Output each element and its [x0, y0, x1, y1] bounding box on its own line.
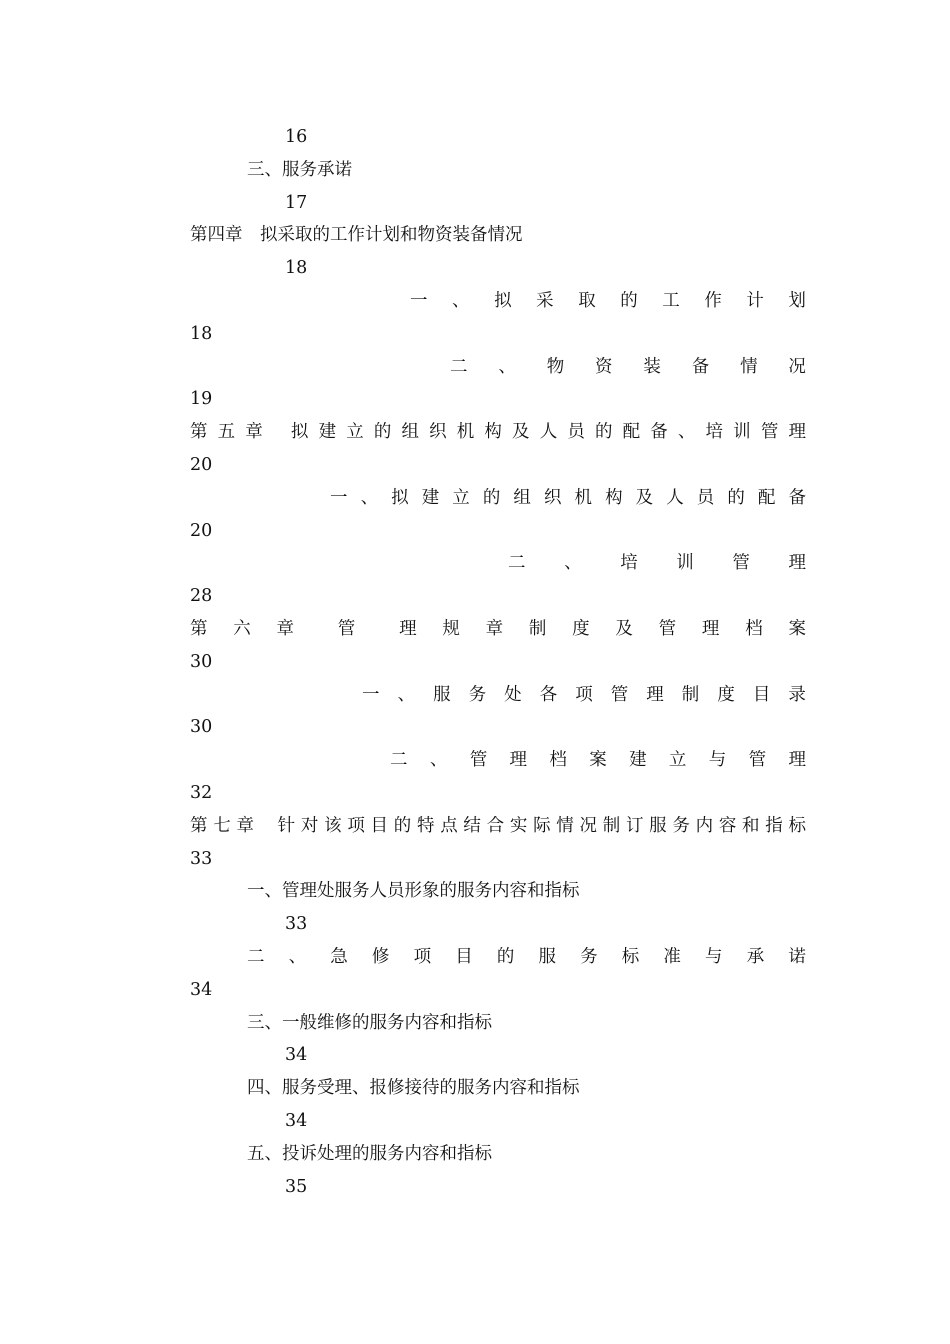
toc-page-number: 33: [190, 848, 213, 869]
toc-entry: 一 、 拟 建 立 的 组 织 机 构 及 人 员 的 配 备: [330, 487, 806, 508]
toc-entry: 三、服务承诺: [247, 159, 352, 180]
toc-page-number: 30: [190, 651, 213, 672]
toc-page-number: 34: [285, 1045, 308, 1066]
toc-page-number: 20: [190, 520, 213, 541]
toc-entry: 第 六 章 管 理 规 章 制 度 及 管 理 档 案: [190, 619, 806, 639]
toc-entry: 一 、 服 务 处 各 项 管 理 制 度 目 录: [362, 684, 806, 705]
toc-entry: 二 、 急 修 项 目 的 服 务 标 准 与 承 诺: [247, 947, 806, 967]
toc-entry: 二 、 物 资 装 备 情 况: [450, 356, 806, 377]
toc-page-number: 28: [190, 586, 213, 607]
toc-entry: 一、管理处服务人员形象的服务内容和指标: [247, 881, 580, 902]
toc-page-number: 30: [190, 717, 213, 738]
toc-page-number: 33: [285, 914, 308, 935]
toc-entry: 一 、 拟 采 取 的 工 作 计 划: [410, 291, 806, 311]
toc-page-number: 34: [285, 1111, 308, 1131]
toc-page-number: 18: [190, 323, 213, 344]
toc-entry: 第四章 拟采取的工作计划和物资装备情况: [190, 225, 523, 246]
toc-page-number: 19: [190, 389, 213, 410]
toc-entry: 四、服务受理、报修接待的服务内容和指标: [247, 1078, 580, 1099]
toc-entry: 第 七 章 针 对 该 项 目 的 特 点 结 合 实 际 情 况 制 订 服 务 内 容 和 指 标: [190, 815, 806, 836]
toc-entry: 二 、 管 理 档 案 建 立 与 管 理: [390, 750, 806, 771]
toc-page-number: 32: [190, 783, 213, 803]
toc-page-number: 20: [190, 455, 213, 475]
toc-page-number: 34: [190, 979, 213, 1000]
toc-page-number: 16: [285, 127, 308, 147]
toc-page-number: 35: [285, 1176, 308, 1197]
toc-entry: 三、一般维修的服务内容和指标: [247, 1012, 492, 1033]
toc-page-number: 18: [285, 258, 308, 279]
toc-page-number: 17: [285, 192, 308, 213]
toc-entry: 第 五 章 拟 建 立 的 组 织 机 构 及 人 员 的 配 备 、 培 训 管 理: [190, 422, 806, 443]
toc-entry: 五、投诉处理的服务内容和指标: [247, 1143, 492, 1164]
toc-entry: 二 、 培 训 管 理: [508, 553, 806, 574]
